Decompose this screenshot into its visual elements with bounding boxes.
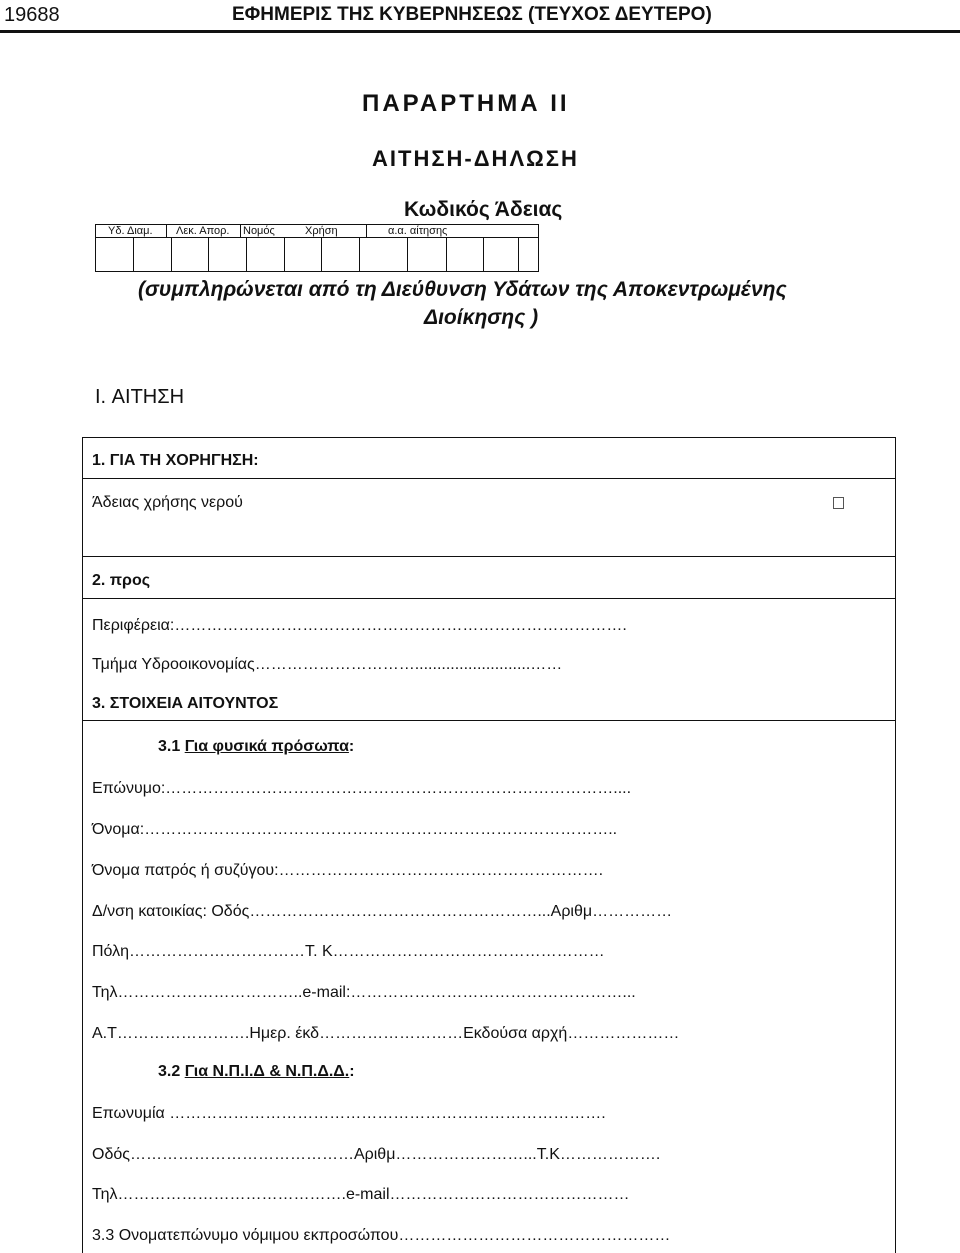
license-code-header-row	[95, 224, 539, 238]
license-code-entry-row[interactable]	[95, 238, 539, 272]
region-field[interactable]: Περιφέρεια:………………………………………………………………………….	[92, 617, 627, 634]
section-2-title: 2. προς	[92, 572, 151, 589]
code-header-basin: Λεκ. Απορ.	[176, 225, 230, 237]
section-1-divider	[82, 478, 896, 479]
section-3-title: 3. ΣΤΟΙΧΕΙΑ ΑΙΤΟΥΝΤΟΣ	[92, 695, 279, 712]
company-name-field[interactable]: Επωνυμία ……………………………………………………………………….	[92, 1105, 606, 1122]
section-1-title: 1. ΓΙΑ ΤΗ ΧΟΡΗΓΗΣΗ:	[92, 452, 259, 469]
header-divider	[0, 30, 960, 33]
license-code-table	[95, 224, 539, 272]
legal-representative-field[interactable]: 3.3 Ονοματεπώνυμο νόμιμου εκπροσώπου……………………………………………	[92, 1227, 671, 1244]
natural-persons-heading: 3.1 Για φυσικά πρόσωπα:	[158, 738, 355, 755]
father-spouse-name-field[interactable]: Όνομα πατρός ή συζύγου:…………………………………………………….	[92, 862, 604, 879]
company-phone-email-field[interactable]: Τηλ…………………………………….e-mail………………………………………	[92, 1186, 630, 1203]
company-street-field[interactable]: Οδός……………………………………Αριθμ……………………...Τ.Κ……………….	[92, 1146, 661, 1163]
license-code-label: Κωδικός Άδειας	[404, 198, 563, 221]
first-name-field[interactable]: Όνομα:……………………………………………………………………………..	[92, 821, 618, 838]
page-number: 19688	[4, 4, 60, 26]
water-use-permit-label: Άδειας χρήσης νερού	[92, 494, 243, 511]
water-department-field[interactable]: Τμήμα Υδροοικονομίας…………………………..........................……	[92, 656, 563, 673]
code-header-water-district: Υδ. Διαμ.	[108, 225, 153, 237]
annex-title: ΠΑΡΑΡΤΗΜΑ II	[362, 90, 570, 117]
code-header-use: Χρήση	[305, 225, 338, 237]
section-i-title: I. ΑΙΤΗΣΗ	[95, 386, 185, 408]
fill-note-line1: (συμπληρώνεται από τη Διεύθυνση Υδάτων της Αποκεντρωμένης	[138, 278, 787, 301]
code-header-prefecture: Νομός	[243, 225, 275, 237]
home-address-field[interactable]: Δ/νση κατοικίας: Οδός………………………………………………...Αριθμ……………	[92, 903, 673, 920]
section-3-box	[82, 721, 896, 1253]
water-use-permit-checkbox[interactable]	[833, 497, 844, 509]
surname-field[interactable]: Επώνυμο:…………………………………………………………………………....	[92, 780, 632, 797]
code-header-application-number: α.α. αίτησης	[388, 225, 448, 237]
application-declaration-title: ΑΙΤΗΣΗ-ΔΗΛΩΣΗ	[372, 146, 579, 171]
fill-note-line2: Διοίκησης )	[424, 306, 539, 329]
phone-email-field[interactable]: Τηλ……………………………..e-mail:……………………………………………...	[92, 984, 636, 1001]
id-card-field[interactable]: Α.Τ…………………….Ημερ. έκδ………………………Εκδούσα αρχή…………………	[92, 1025, 680, 1042]
gazette-title: ΕΦΗΜΕΡΙΣ ΤΗΣ ΚΥΒΕΡΝΗΣΕΩΣ (ΤΕΥΧΟΣ ΔΕΥΤΕΡΟ)	[232, 4, 712, 25]
city-postcode-field[interactable]: Πόλη……………………………Τ. Κ……………………………………………	[92, 943, 605, 960]
legal-entities-heading: 3.2 Για Ν.Π.Ι.Δ & Ν.Π.Δ.Δ.:	[158, 1063, 355, 1080]
